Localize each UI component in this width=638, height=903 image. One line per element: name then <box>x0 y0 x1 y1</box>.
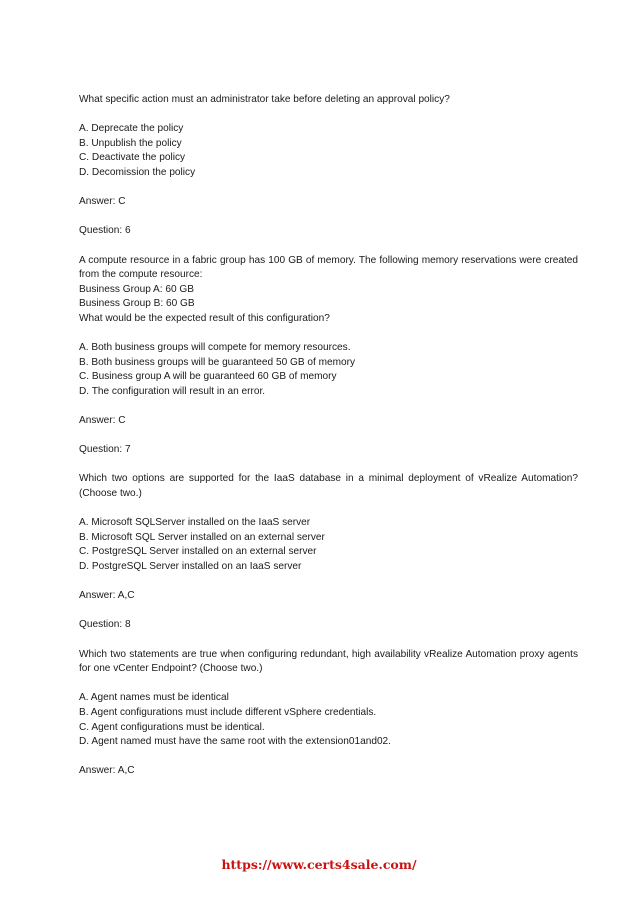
question-7-prompt: Which two options are supported for the IaaS database in a minimal deployment of vRealize Automation? (Choose two.) <box>79 473 578 500</box>
question-6-answer: Answer: C <box>79 415 126 427</box>
question-6-option-d: D. The configuration will result in an error. <box>79 385 266 397</box>
question-5-answer: Answer: C <box>79 196 126 208</box>
footer-website-link[interactable]: https://www.certs4sale.com/ <box>221 857 417 872</box>
question-7-label: Question: 7 <box>79 444 131 456</box>
question-6-detail-group-a: Business Group A: 60 GB <box>79 283 195 295</box>
question-6-label: Question: 6 <box>79 225 131 237</box>
question-5-option-b: B. Unpublish the policy <box>79 137 182 149</box>
question-5-prompt: What specific action must an administrator take before deleting an approval policy? <box>79 94 450 105</box>
question-6-detail-question: What would be the expected result of this configuration? <box>79 312 330 324</box>
question-8-option-c: C. Agent configurations must be identical. <box>79 721 265 733</box>
question-8-answer: Answer: A,C <box>79 765 135 777</box>
question-6-option-c: C. Business group A will be guaranteed 60 GB of memory <box>79 371 337 383</box>
question-8-option-b: B. Agent configurations must include different vSphere credentials. <box>79 706 377 718</box>
question-7-answer: Answer: A,C <box>79 590 135 602</box>
question-5-option-a: A. Deprecate the policy <box>79 123 184 135</box>
document-body <box>79 93 578 779</box>
question-7-option-b: B. Microsoft SQL Server installed on an external server <box>79 531 325 543</box>
question-6-option-a: A. Both business groups will compete for memory resources. <box>79 342 351 354</box>
question-5-option-c: C. Deactivate the policy <box>79 152 186 164</box>
question-7-option-d: D. PostgreSQL Server installed on an IaaS server <box>79 561 302 572</box>
question-6-detail-group-b: Business Group B: 60 GB <box>79 298 195 310</box>
question-6-prompt: A compute resource in a fabric group has 100 GB of memory. The following memory reservations were created from the compute resource: <box>79 254 578 281</box>
question-7-option-a: A. Microsoft SQLServer installed on the IaaS server <box>79 517 311 529</box>
question-8-label: Question: 8 <box>79 619 131 631</box>
question-6-option-b: B. Both business groups will be guaranteed 50 GB of memory <box>79 356 356 368</box>
question-8-option-a: A. Agent names must be identical <box>79 692 229 704</box>
question-8-prompt: Which two statements are true when configuring redundant, high availability vRealize Automation proxy agents for one vCenter Endpoint? (Choose two.) <box>79 648 578 675</box>
question-7-option-c: C. PostgreSQL Server installed on an external server <box>79 546 317 558</box>
question-5-option-d: D. Decomission the policy <box>79 166 196 178</box>
question-8-option-d: D. Agent named must have the same root with the extension01and02. <box>79 736 391 748</box>
